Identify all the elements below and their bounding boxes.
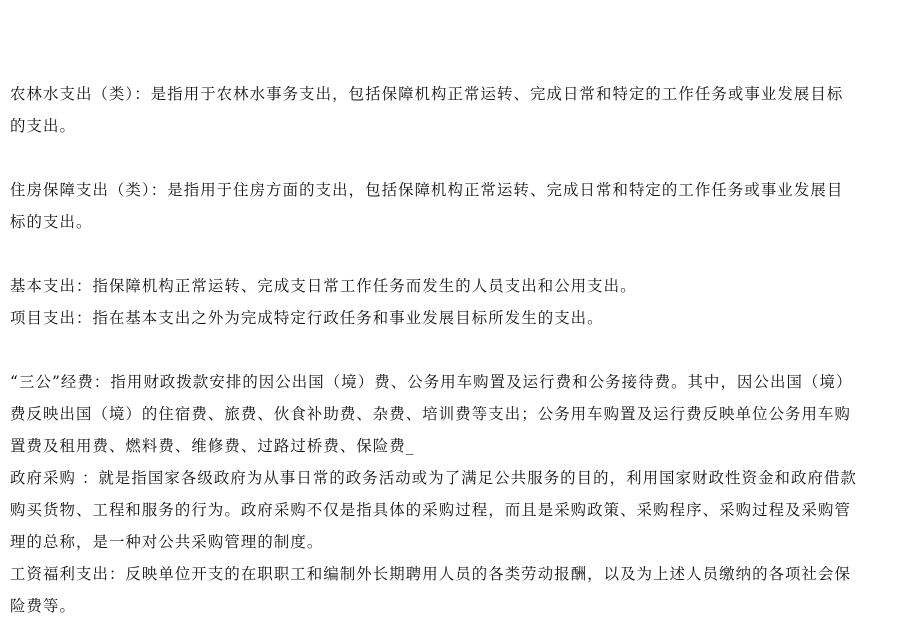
definition-three-public-line-1: “三公”经费：指用财政拨款安排的因公出国（境）费、公务用车购置及运行费和公务接待费。其中，因公出国（境）: [10, 373, 853, 391]
definition-housing-line-1: 住房保障支出（类）：是指用于住房方面的支出，包括保障机构正常运转、完成日常和特定的工作任务或事业发展目: [10, 181, 844, 199]
definition-agriculture-line-1: 农林水支出（类）：是指用于农林水事务支出，包括保障机构正常运转、完成日常和特定的工作任务或事业发展目标: [10, 85, 844, 103]
definition-housing-line-2: 标的支出。: [10, 213, 93, 231]
definition-basic-expenditure: 基本支出：指保障机构正常运转、完成支日常工作任务而发生的人员支出和公用支出。: [10, 277, 637, 295]
definition-procurement-line-3: 理的总称，是一种对公共采购管理的制度。: [10, 533, 324, 551]
definition-procurement-line-1: 政府采购 ：就是指国家各级政府为从事日常的政务活动或为了满足公共服务的目的，利用国家财政性资金和政府借款: [10, 469, 858, 487]
definition-agriculture-line-2: 的支出。: [10, 117, 76, 135]
definition-three-public-line-3: 置费及租用费、燃料费、维修费、过路过桥费、保险费_: [10, 437, 415, 455]
definition-three-public-line-2: 费反映出国（境）的住宿费、旅费、伙食补助费、杂费、培训费等支出；公务用车购置及运行费反映单位公务用车购: [10, 405, 852, 423]
definition-project-expenditure: 项目支出：指在基本支出之外为完成特定行政任务和事业发展目标所发生的支出。: [10, 309, 604, 327]
definition-procurement-line-2: 购买货物、工程和服务的行为。政府采购不仅是指具体的采购过程，而且是采购政策、采购程序、采购过程及采购管: [10, 501, 852, 519]
definition-wages-line-1: 工资福利支出：反映单位开支的在职职工和编制外长期聘用人员的各类劳动报酬，以及为上述人员缴纳的各项社会保: [10, 565, 852, 583]
definition-wages-line-2: 险费等。: [10, 597, 76, 615]
